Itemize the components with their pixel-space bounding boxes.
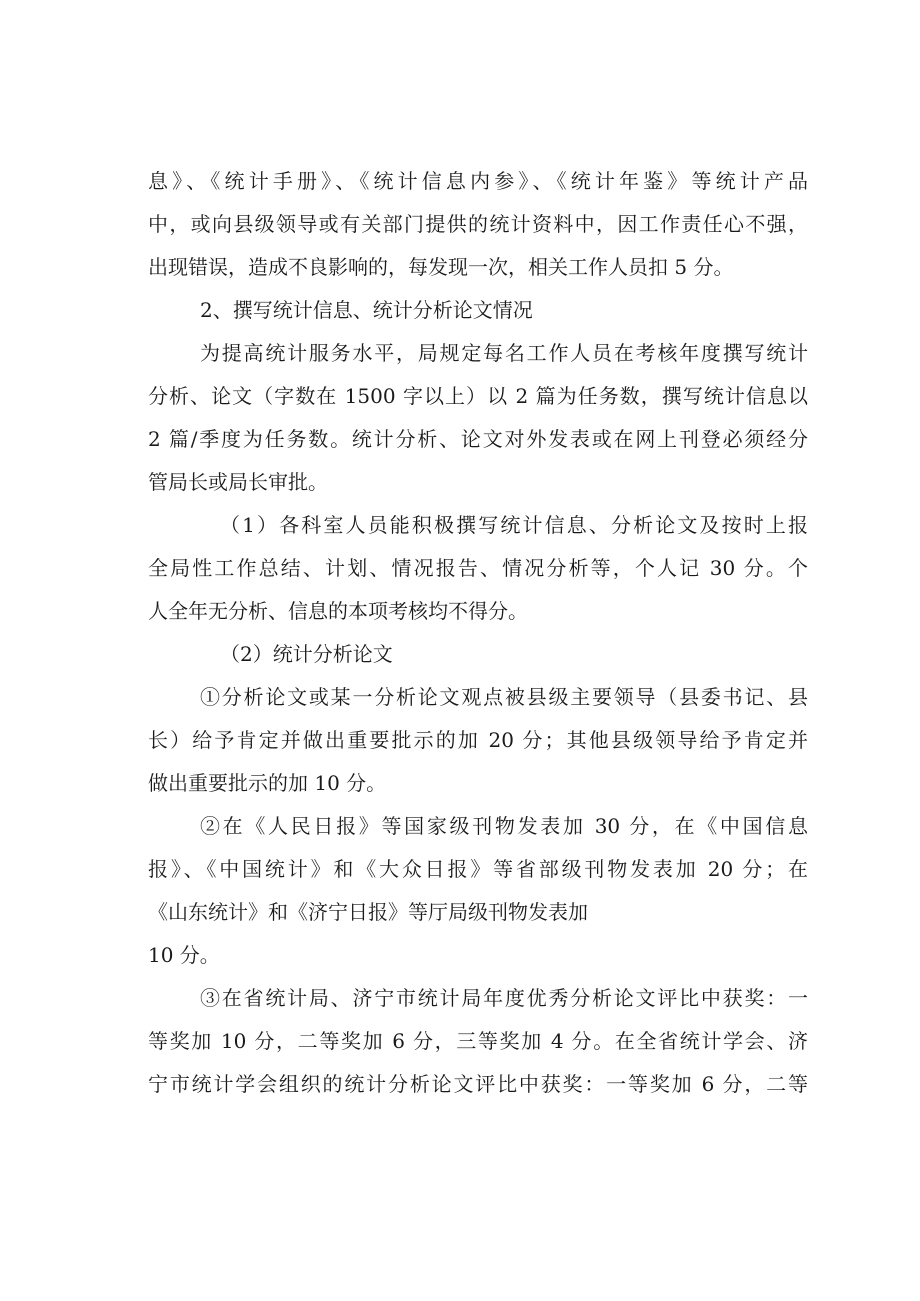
text-line: 中，或向县级领导或有关部门提供的统计资料中，因工作责任心不强， [148,212,808,236]
section-heading: 2、撰写统计信息、统计分析论文情况 [200,298,533,322]
text-line: ②在《人民日报》等国家级刊物发表加 30 分，在《中国信息 [200,814,808,838]
text-line: 长）给予肯定并做出重要批示的加 20 分；其他县级领导给予肯定并 [148,728,808,752]
text-line: 为提高统计服务水平，局规定每名工作人员在考核年度撰写统计 [200,341,808,365]
text-line: 管局长或局长审批。 [148,470,328,494]
text-line: ③在省统计局、济宁市统计局年度优秀分析论文评比中获奖：一 [200,986,808,1010]
text-line: 出现错误，造成不良影响的，每发现一次，相关工作人员扣 5 分。 [148,255,734,279]
text-line: 报》、《中国统计》和《大众日报》等省部级刊物发表加 20 分；在 [148,857,808,881]
text-line: 息》、《统计手册》、《统计信息内参》、《统计年鉴》等统计产品 [148,169,808,193]
text-line: 做出重要批示的加 10 分。 [148,771,387,795]
text-line: 10 分。 [148,943,220,967]
text-line: 人全年无分析、信息的本项考核均不得分。 [148,599,528,623]
subsection-heading: （2）统计分析论文 [220,642,393,666]
text-line: 全局性工作总结、计划、情况报告、情况分析等，个人记 30 分。个 [148,556,808,580]
text-line: （1）各科室人员能积极撰写统计信息、分析论文及按时上报 [220,513,808,537]
text-line: ①分析论文或某一分析论文观点被县级主要领导（县委书记、县 [200,685,808,709]
text-line: 等奖加 10 分，二等奖加 6 分，三等奖加 4 分。在全省统计学会、济 [148,1029,808,1053]
document-body [148,160,808,1106]
text-line: 宁市统计学会组织的统计分析论文评比中获奖：一等奖加 6 分，二等 [148,1072,808,1096]
text-line: 2 篇/季度为任务数。统计分析、论文对外发表或在网上刊登必须经分 [148,427,808,451]
text-line: 《山东统计》和《济宁日报》等厅局级刊物发表加 [148,900,588,924]
text-line: 分析、论文（字数在 1500 字以上）以 2 篇为任务数，撰写统计信息以 [148,384,808,408]
